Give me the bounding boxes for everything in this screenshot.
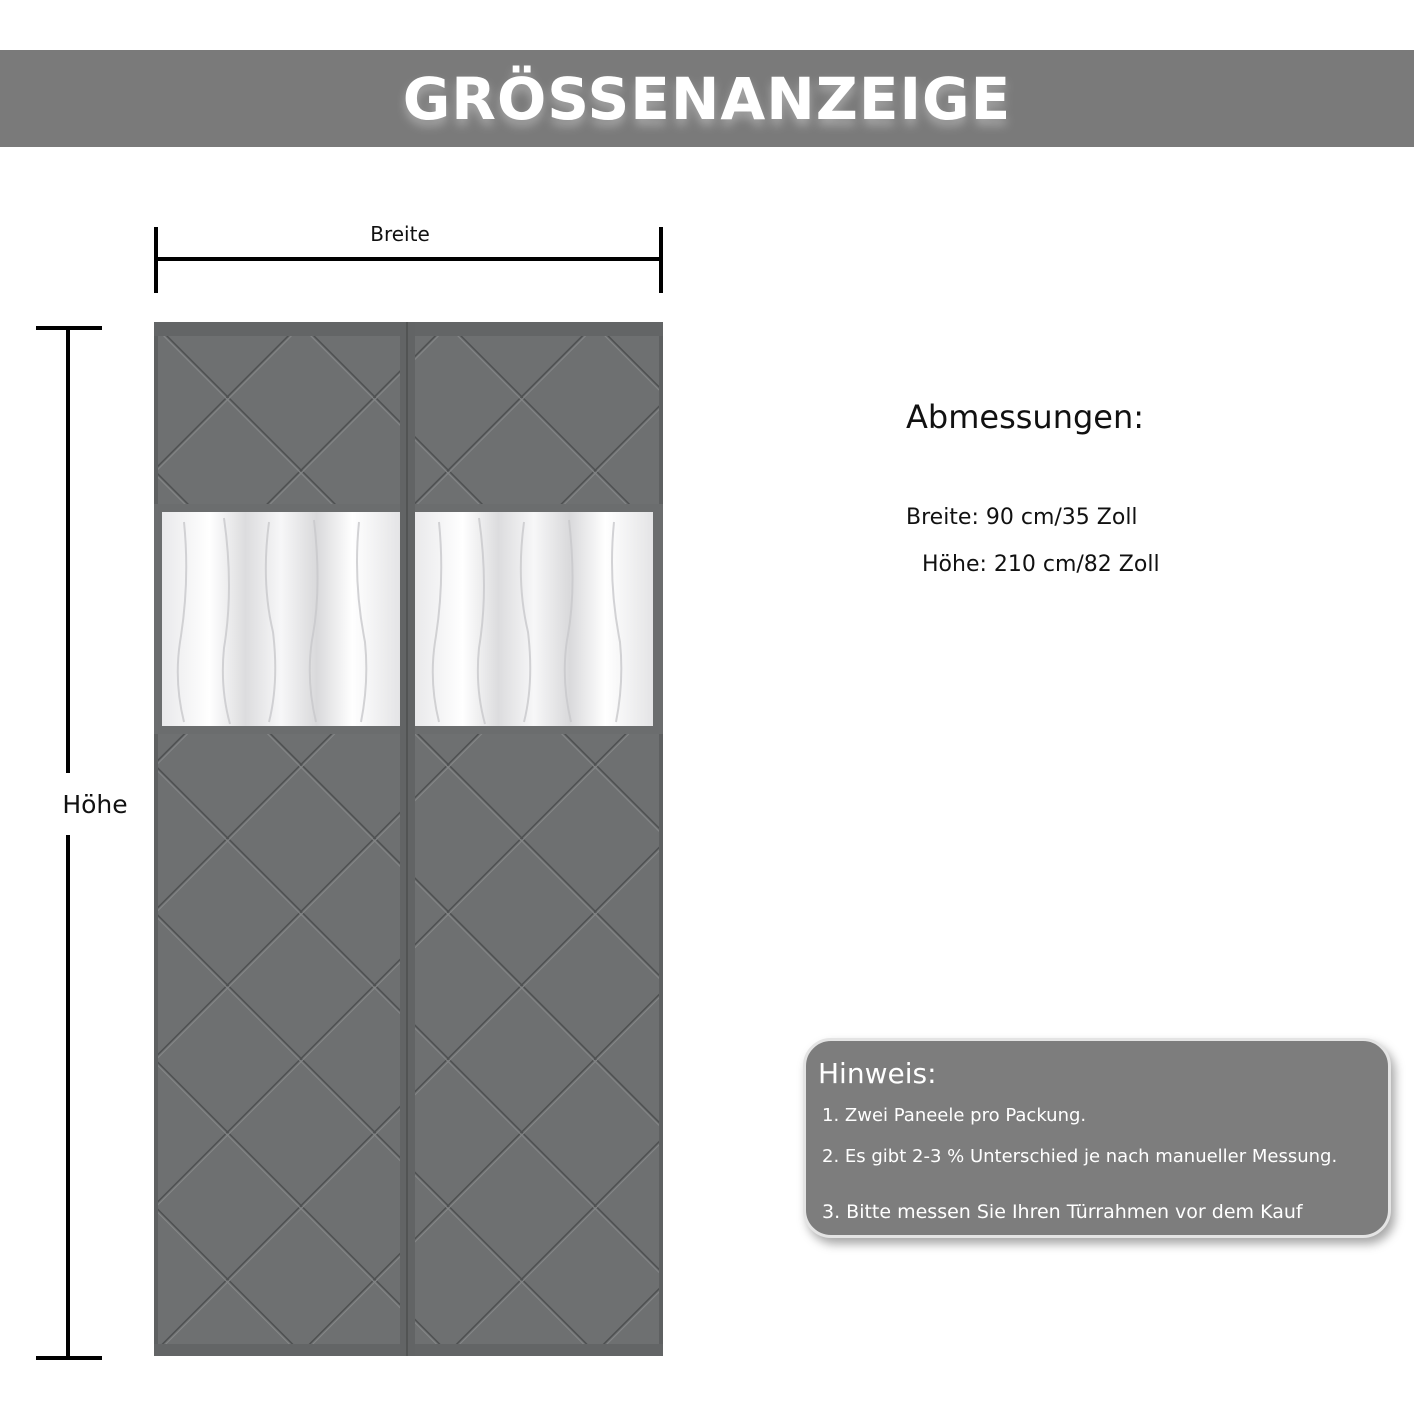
note-box: [803, 1038, 1391, 1238]
dimensions-height: Höhe: 210 cm/82 Zoll: [922, 552, 1160, 577]
dimensions-width: Breite: 90 cm/35 Zoll: [906, 505, 1138, 530]
note-item: 3. Bitte messen Sie Ihren Türrahmen vor dem Kauf: [822, 1201, 1303, 1223]
dimensions-title: Abmessungen:: [906, 398, 1145, 436]
note-title: Hinweis:: [818, 1057, 937, 1090]
width-dimension-label: Breite: [370, 222, 430, 246]
width-dimension-line: [157, 257, 662, 261]
header-banner: [0, 50, 1414, 147]
door-curtain-image: [154, 322, 663, 1356]
height-dimension-label: Höhe: [62, 790, 128, 819]
note-item: 2. Es gibt 2-3 % Unterschied je nach manueller Messung.: [822, 1146, 1338, 1167]
height-dimension-line-lower: [66, 835, 70, 1358]
page-title: GRÖSSENANZEIGE: [402, 64, 1012, 133]
height-dimension-line-upper: [66, 328, 70, 773]
note-item: 1. Zwei Paneele pro Packung.: [822, 1105, 1087, 1126]
